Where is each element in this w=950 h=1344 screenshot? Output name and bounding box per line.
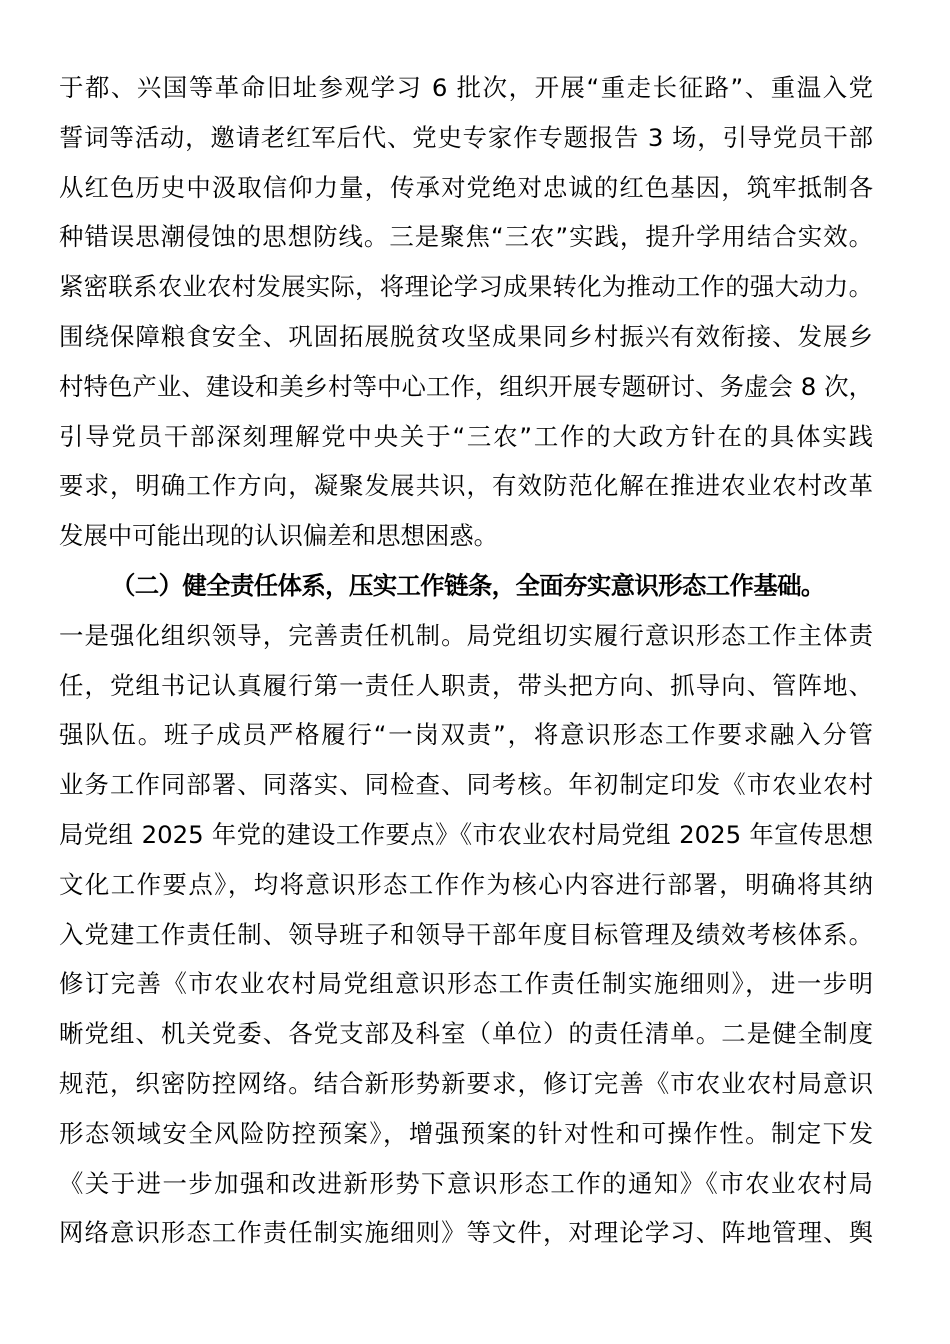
text-line: 局党组 2025 年党的建设工作要点》《市农业农村局党组 2025 年宣传思想 xyxy=(59,819,873,849)
text-line: 《关于进一步加强和改进新形势下意识形态工作的通知》《市农业农村局 xyxy=(59,1168,873,1198)
text-line: 村特色产业、建设和美乡村等中心工作，组织开展专题研讨、务虚会 8 次， xyxy=(59,371,873,401)
text-line: 引导党员干部深刻理解党中央关于“三农”工作的大政方针在的具体实践 xyxy=(59,421,873,451)
text-line: 文化工作要点》，均将意识形态工作作为核心内容进行部署，明确将其纳 xyxy=(59,869,873,899)
text-line: 一是强化组织领导，完善责任机制。局党组切实履行意识形态工作主体责 xyxy=(59,620,873,650)
text-line: 从红色历史中汲取信仰力量，传承对党绝对忠诚的红色基因，筑牢抵制各 xyxy=(59,172,873,202)
section-heading-2 xyxy=(59,561,873,611)
text-line: 誓词等活动，邀请老红军后代、党史专家作专题报告 3 场，引导党员干部 xyxy=(59,122,873,152)
text-line: 入党建工作责任制、领导班子和领导干部年度目标管理及绩效考核体系。 xyxy=(59,919,873,949)
text-line: 任，党组书记认真履行第一责任人职责，带头把方向、抓导向、管阵地、 xyxy=(59,670,873,700)
text-line: 发展中可能出现的认识偏差和思想困惑。 xyxy=(59,521,499,551)
paragraph-responsibility-system xyxy=(59,611,873,1258)
text-line: 业务工作同部署、同落实、同检查、同考核。年初制定印发《市农业农村 xyxy=(59,770,873,800)
document-page xyxy=(59,63,873,1258)
text-line: 规范，织密防控网络。结合新形势新要求，修订完善《市农业农村局意识 xyxy=(59,1068,873,1098)
text-line: 种错误思潮侵蚀的思想防线。三是聚焦“三农”实践，提升学用结合实效。 xyxy=(59,222,873,252)
text-line: 强队伍。班子成员严格履行“一岗双责”，将意识形态工作要求融入分管 xyxy=(59,720,873,750)
text-line: 网络意识形态工作责任制实施细则》等文件，对理论学习、阵地管理、舆 xyxy=(59,1218,873,1248)
text-line: 修订完善《市农业农村局党组意识形态工作责任制实施细则》，进一步明 xyxy=(59,969,873,999)
text-line: 围绕保障粮食安全、巩固拓展脱贫攻坚成果同乡村振兴有效衔接、发展乡 xyxy=(59,321,873,351)
section-heading: （二）健全责任体系，压实工作链条，全面夯实意识形态工作基础。 xyxy=(111,570,825,600)
paragraph-red-history-and-sannong xyxy=(59,63,873,561)
text-line: 于都、兴国等革命旧址参观学习 6 批次，开展“重走长征路”、重温入党 xyxy=(59,73,873,102)
text-line: 要求，明确工作方向，凝聚发展共识，有效防范化解在推进农业农村改革 xyxy=(59,471,873,501)
text-line: 紧密联系农业农村发展实际，将理论学习成果转化为推动工作的强大动力。 xyxy=(59,272,873,302)
text-line: 形态领域安全风险防控预案》，增强预案的针对性和可操作性。制定下发 xyxy=(59,1118,873,1148)
text-line: 晰党组、机关党委、各党支部及科室（单位）的责任清单。二是健全制度 xyxy=(59,1019,873,1049)
